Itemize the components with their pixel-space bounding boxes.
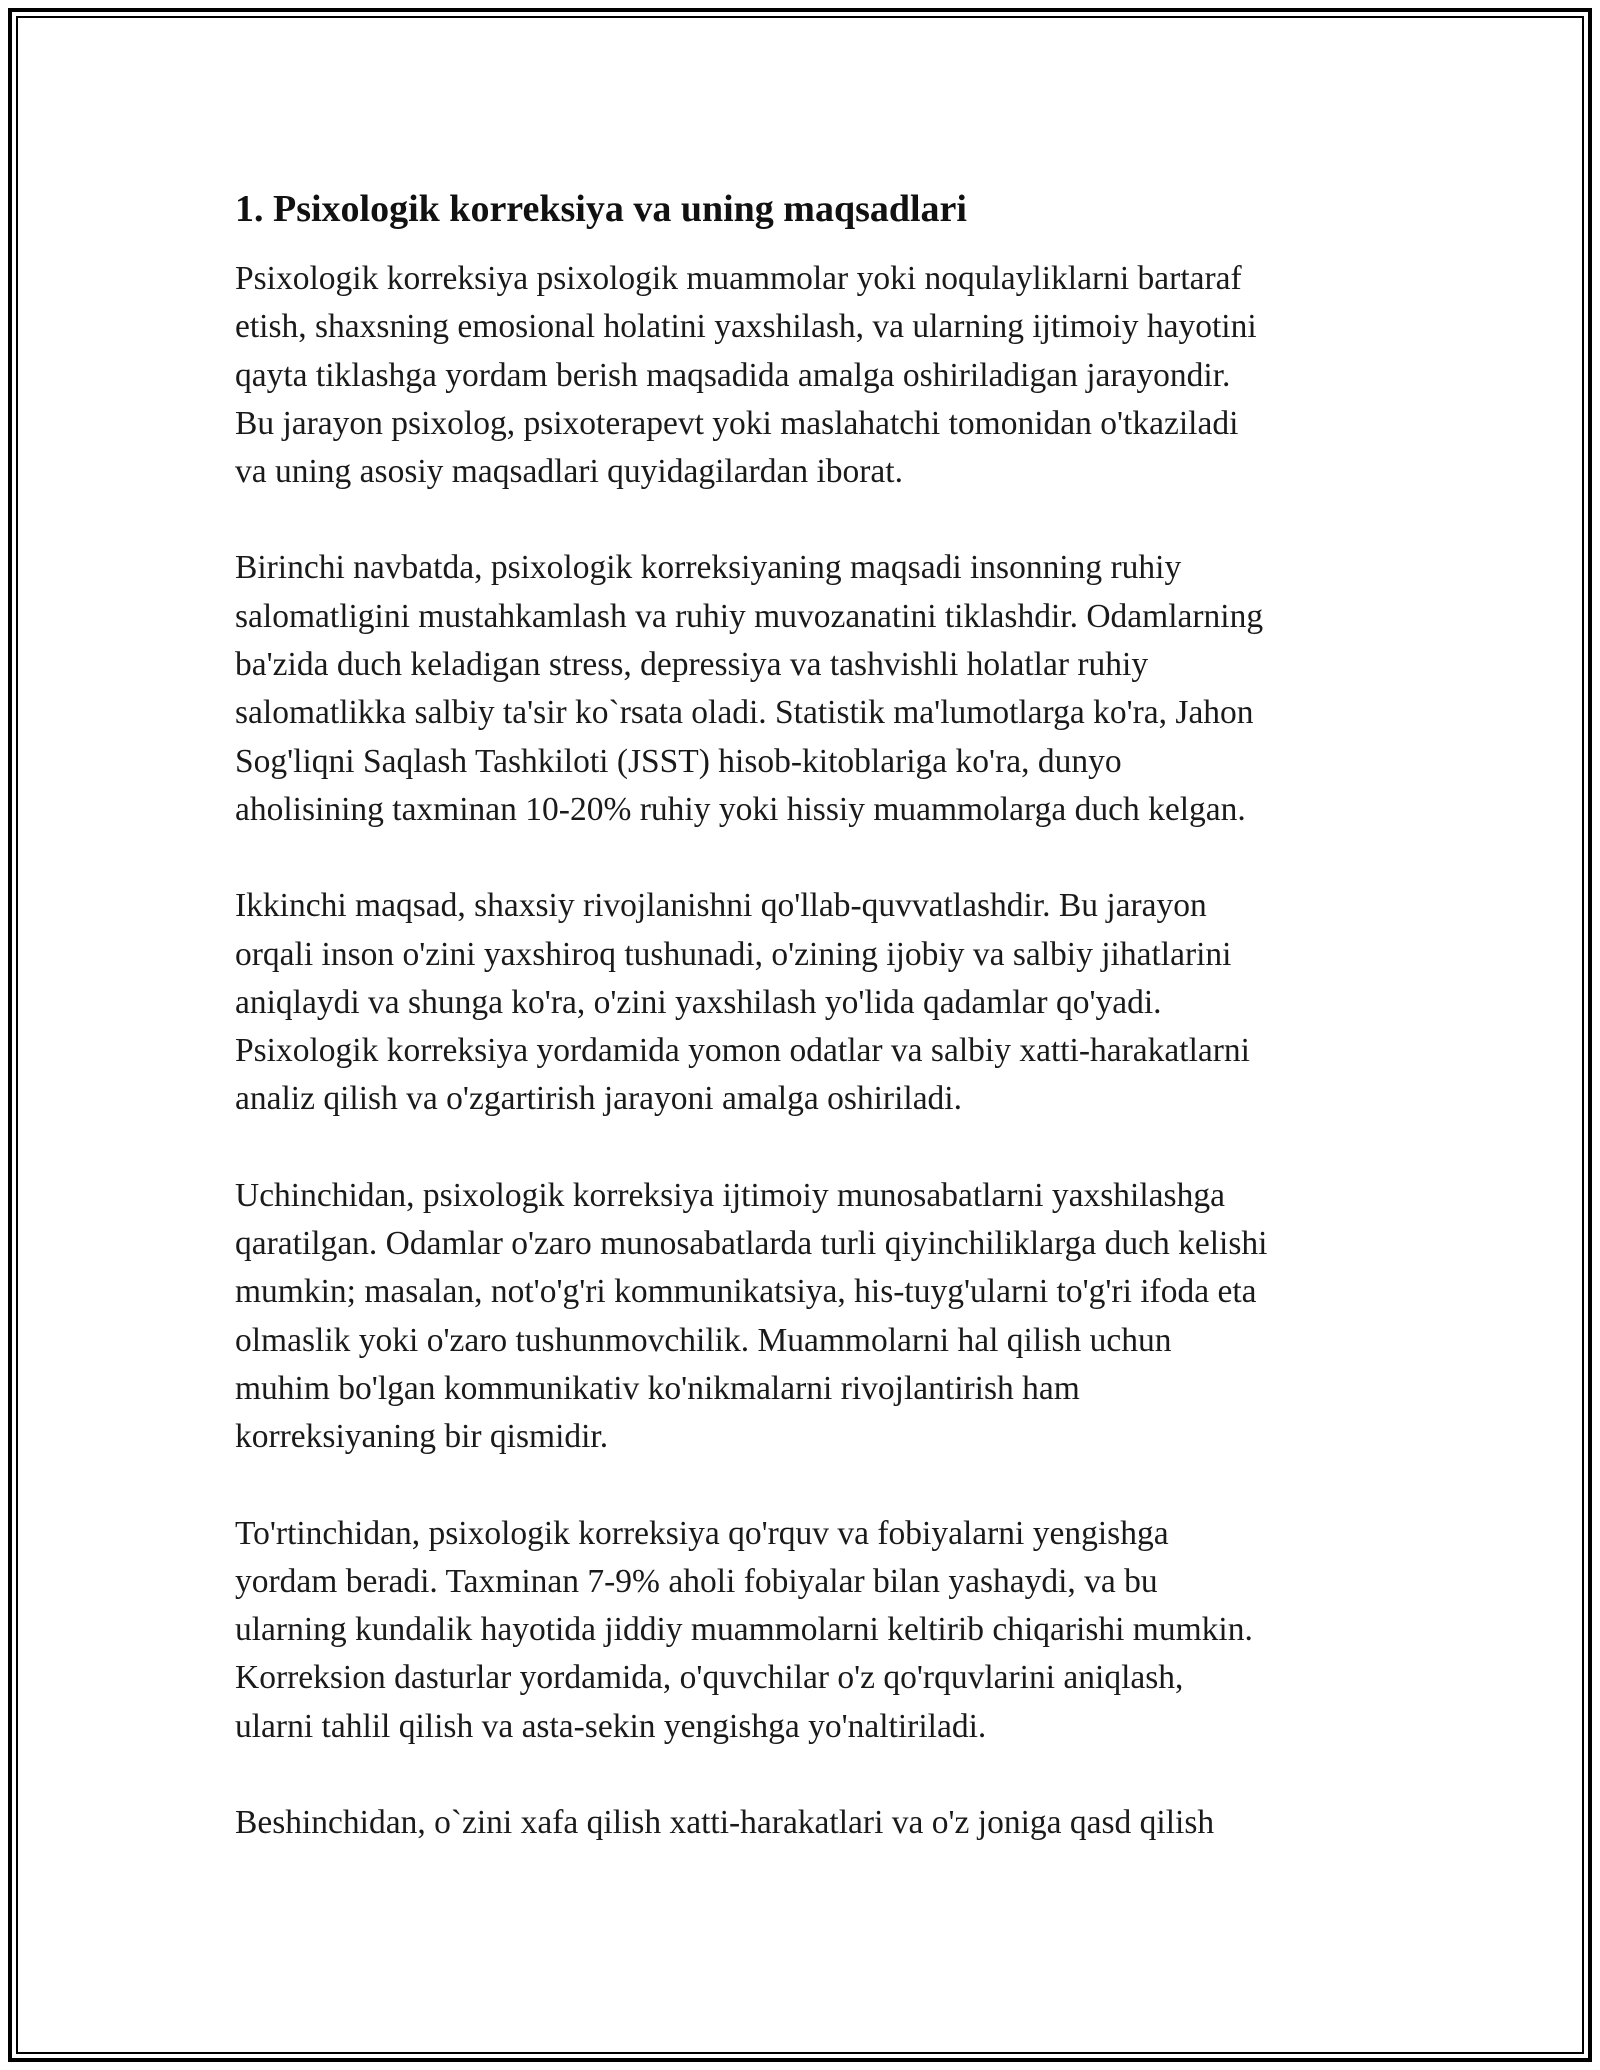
paragraph-line: Birinchi navbatda, psixologik korreksiyaning maqsadi insonning ruhiy [235,549,1182,587]
paragraph [235,1799,1385,1847]
paragraph-line: aholisining taxminan 10-20% ruhiy yoki hissiy muammolarga duch kelgan. [235,790,1246,828]
paragraph [235,882,1385,1123]
section-heading: 1. Psixologik korreksiya va uning maqsadlari [235,188,967,230]
paragraph-line: Bu jarayon psixolog, psixoterapevt yoki maslahatchi tomonidan o'tkaziladi [235,404,1239,442]
paragraph-line: etish, shaxsning emosional holatini yaxshilash, va ularning ijtimoiy hayotini [235,308,1257,346]
paragraph-line: salomatlikka salbiy ta'sir ko`rsata oladi. Statistik ma'lumotlarga ko'ra, Jahon [235,694,1254,732]
paragraphs-container [235,255,1385,1847]
paragraph-line: korreksiyaning bir qismidir. [235,1418,609,1456]
paragraph-line: ularni tahlil qilish va asta-sekin yengishga yo'naltiriladi. [235,1707,987,1745]
paragraph-line: ularning kundalik hayotida jiddiy muammolarni keltirib chiqarishi mumkin. [235,1611,1253,1649]
paragraph-line: qaratilgan. Odamlar o'zaro munosabatlarda turli qiyinchiliklarga duch kelishi [235,1225,1268,1263]
paragraph-line: Sog'liqni Saqlash Tashkiloti (JSST) hisob-kitoblariga ko'ra, dunyo [235,742,1122,780]
paragraph-line: muhim bo'lgan kommunikativ ko'nikmalarni rivojlantirish ham [235,1369,1080,1407]
paragraph-line: orqali inson o'zini yaxshiroq tushunadi, o'zining ijobiy va salbiy jihatlarini [235,935,1232,973]
paragraph-line: qayta tiklashga yordam berish maqsadida amalga oshiriladigan jarayondir. [235,356,1231,394]
paragraph-line: Beshinchidan, o`zini xafa qilish xatti-harakatlari va o'z joniga qasd qilish [235,1804,1215,1842]
paragraph-line: To'rtinchidan, psixologik korreksiya qo'rquv va fobiyalarni yengishga [235,1514,1169,1552]
paragraph-line: analiz qilish va o'zgartirish jarayoni amalga oshiriladi. [235,1080,962,1118]
paragraph-line: salomatligini mustahkamlash va ruhiy muvozanatini tiklashdir. Odamlarning [235,597,1264,635]
document-body [235,185,1385,1895]
paragraph [235,544,1385,834]
paragraph-line: Uchinchidan, psixologik korreksiya ijtimoiy munosabatlarni yaxshilashga [235,1176,1225,1214]
paragraph-line: olmaslik yoki o'zaro tushunmovchilik. Muammolarni hal qilish uchun [235,1321,1172,1359]
paragraph-line: Korreksion dasturlar yordamida, o'quvchilar o'z qo'rquvlarini aniqlash, [235,1659,1184,1697]
paragraph-line: ba'zida duch keladigan stress, depressiya va tashvishli holatlar ruhiy [235,646,1149,684]
paragraph-line: va uning asosiy maqsadlari quyidagilardan iborat. [235,453,903,491]
paragraph [235,255,1385,496]
paragraph-line: mumkin; masalan, not'o'g'ri kommunikatsiya, his-tuyg'ularni to'g'ri ifoda eta [235,1273,1257,1311]
paragraph-line: yordam beradi. Taxminan 7-9% aholi fobiyalar bilan yashaydi, va bu [235,1562,1158,1600]
paragraph-line: Ikkinchi maqsad, shaxsiy rivojlanishni qo'llab-quvvatlashdir. Bu jarayon [235,887,1207,925]
paragraph [235,1510,1385,1751]
paragraph [235,1172,1385,1462]
paragraph-line: aniqlaydi va shunga ko'ra, o'zini yaxshilash yo'lida qadamlar qo'yadi. [235,983,1162,1021]
paragraph-line: Psixologik korreksiya yordamida yomon odatlar va salbiy xatti-harakatlarni [235,1032,1250,1070]
paragraph-line: Psixologik korreksiya psixologik muammolar yoki noqulayliklarni bartaraf [235,260,1242,297]
